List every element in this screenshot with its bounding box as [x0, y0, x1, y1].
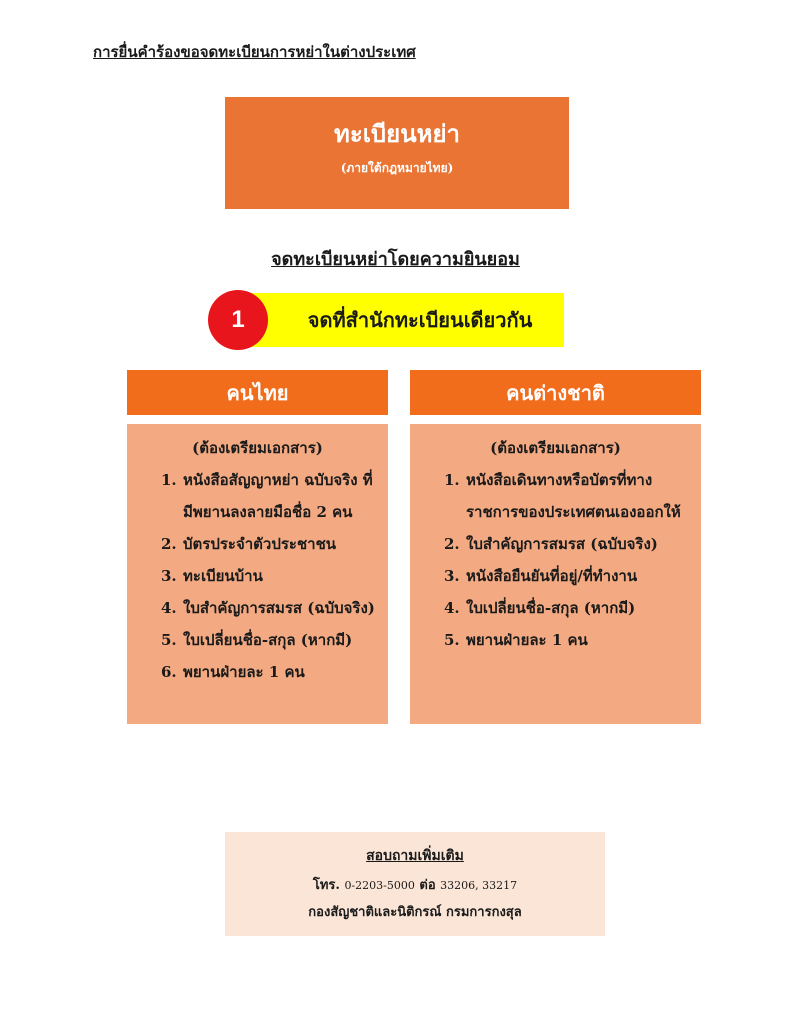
list-item-text: หนังสือยืนยันที่อยู่/ที่ทำงาน	[466, 567, 638, 585]
list-item-number: 2.	[444, 535, 460, 553]
title-main: ทะเบียนหย่า	[334, 119, 460, 148]
list-item-number: 4.	[444, 599, 460, 617]
ext-numbers: 33206, 33217	[440, 879, 518, 892]
step-text: จดที่สำนักทะเบียนเดียวกัน	[307, 308, 533, 332]
list-item-number: 3.	[444, 567, 460, 585]
list-item	[444, 624, 693, 656]
document-list	[410, 464, 701, 656]
column-header-foreigner: คนต่างชาติ	[410, 370, 701, 415]
title-subtitle: (ภายใต้กฎหมายไทย)	[340, 161, 454, 175]
phone-label: โทร.	[312, 878, 340, 893]
section-heading: จดทะเบียนหย่าโดยความยินยอม	[271, 249, 520, 270]
column-note: (ต้องเตรียมเอกสาร)	[490, 439, 621, 457]
step-banner	[240, 293, 564, 347]
list-item	[161, 624, 380, 656]
list-item-text: ใบเปลี่ยนชื่อ-สกุล (หากมี)	[466, 599, 636, 617]
list-item	[161, 464, 380, 528]
contact-org: กองสัญชาติและนิติกรณ์ กรมการกงสุล	[308, 905, 522, 920]
title-box	[225, 97, 569, 209]
list-item	[444, 464, 693, 528]
column-body-thai	[127, 424, 388, 724]
phone-number: 0-2203-5000	[344, 879, 415, 892]
list-item-number: 4.	[161, 599, 177, 617]
list-item-number: 5.	[444, 631, 460, 649]
contact-title: สอบถามเพิ่มเติม	[366, 848, 464, 864]
step-number-badge: 1	[208, 290, 268, 350]
list-item	[444, 528, 693, 560]
list-item	[161, 528, 380, 560]
list-item-number: 6.	[161, 663, 177, 681]
list-item-text: ทะเบียนบ้าน	[183, 567, 263, 585]
list-item-number: 3.	[161, 567, 177, 585]
page-header: การยื่นคำร้องขอจดทะเบียนการหย่าในต่างประเทศ	[93, 43, 416, 61]
list-item-text: ใบเปลี่ยนชื่อ-สกุล (หากมี)	[183, 631, 353, 649]
document-list	[127, 464, 388, 688]
list-item-number: 5.	[161, 631, 177, 649]
contact-phone	[225, 872, 605, 900]
list-item-text: พยานฝ่ายละ 1 คน	[183, 663, 305, 681]
list-item-text: หนังสือเดินทางหรือบัตรที่ทางราชการของประเทศตนเองออกให้	[466, 471, 681, 521]
list-item	[161, 560, 380, 592]
list-item	[444, 592, 693, 624]
ext-label: ต่อ	[419, 878, 436, 893]
list-item-text: พยานฝ่ายละ 1 คน	[466, 631, 588, 649]
list-item-text: ใบสำคัญการสมรส (ฉบับจริง)	[466, 535, 658, 553]
column-header-thai: คนไทย	[127, 370, 388, 415]
list-item-number: 1.	[161, 471, 177, 489]
list-item-text: บัตรประจำตัวประชาชน	[183, 535, 337, 553]
contact-box	[225, 832, 605, 936]
list-item-number: 1.	[444, 471, 460, 489]
list-item-number: 2.	[161, 535, 177, 553]
column-note: (ต้องเตรียมเอกสาร)	[192, 439, 323, 457]
list-item	[161, 656, 380, 688]
column-body-foreigner	[410, 424, 701, 724]
list-item	[161, 592, 380, 624]
list-item	[444, 560, 693, 592]
list-item-text: หนังสือสัญญาหย่า ฉบับจริง ที่มีพยานลงลายมือชื่อ 2 คน	[183, 471, 373, 521]
list-item-text: ใบสำคัญการสมรส (ฉบับจริง)	[183, 599, 375, 617]
